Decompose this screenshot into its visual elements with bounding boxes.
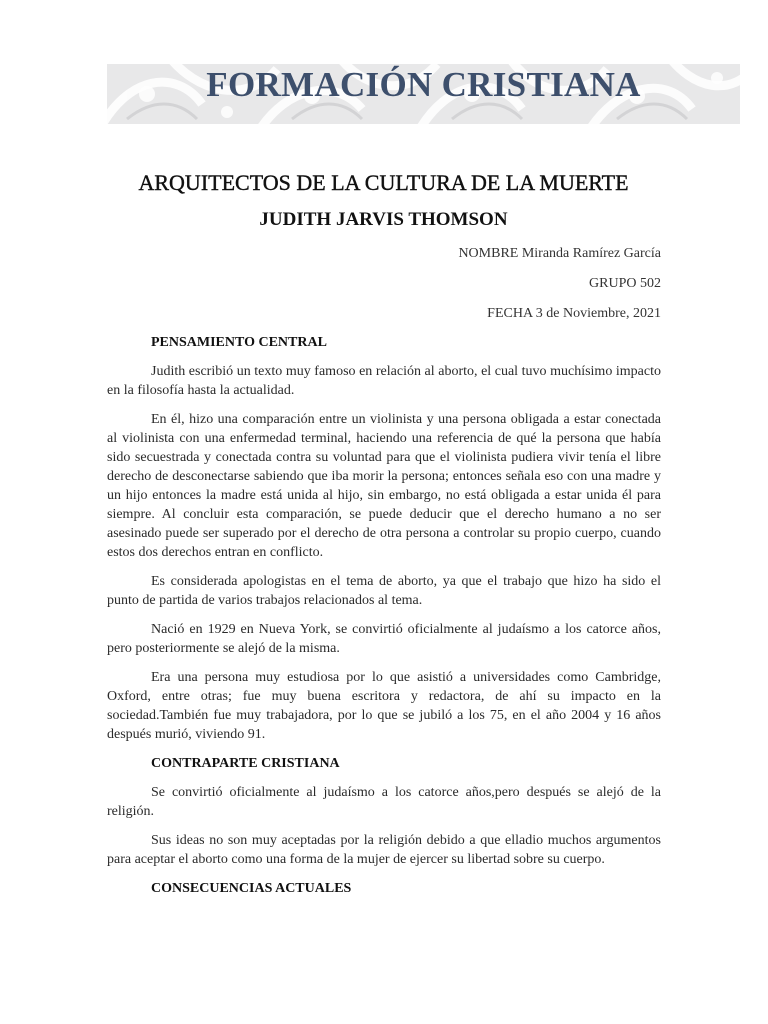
- banner-title: FORMACIÓN CRISTIANA: [206, 65, 641, 104]
- student-name: NOMBRE Miranda Ramírez García: [458, 246, 661, 261]
- section-heading: PENSAMIENTO CENTRAL: [151, 335, 327, 350]
- section-pensamiento-central: [107, 333, 661, 744]
- paragraph: Es considerada apologistas en el tema de aborto, ya que el trabajo que hizo ha sido el punto de partida de varios trabajos relacionados al tema.: [107, 574, 661, 608]
- paragraph: Judith escribió un texto muy famoso en relación al aborto, el cual tuvo muchísimo impacto en la filosofía hasta la actualidad.: [107, 364, 661, 398]
- header-banner: [107, 64, 740, 124]
- document-title: ARQUITECTOS DE LA CULTURA DE LA MUERTE: [138, 170, 629, 195]
- paragraph: Nació en 1929 en Nueva York, se convirtió oficialmente al judaísmo a los catorce años, pero posteriormente se alejó de la misma.: [107, 622, 661, 656]
- document-body: [107, 330, 661, 908]
- student-group: GRUPO 502: [589, 276, 661, 291]
- document-date: FECHA 3 de Noviembre, 2021: [487, 306, 661, 321]
- section-consecuencias-actuales: [107, 879, 661, 898]
- section-heading: CONSECUENCIAS ACTUALES: [151, 881, 352, 896]
- paragraph: Se convirtió oficialmente al judaísmo a los catorce años,pero después se alejó de la religión.: [107, 785, 661, 819]
- document-subtitle: JUDITH JARVIS THOMSON: [259, 209, 508, 230]
- paragraph: En él, hizo una comparación entre un violinista y una persona obligada a estar conectada al violinista con una enfermedad terminal, haciendo una referencia de qué la persona que había sido secuestrada y conectada contra su voluntad para que el violinista pudiera vivir tenía el libre derecho de desconectarse sabiendo que iba morir la persona; entonces señala eso con una madre y un hijo entonces la madre está unida al hijo, sin embargo, no está obligada a estar unida él para siempre. Al concluir esta comparación, se puede deducir que el derecho humano a no ser asesinado puede ser superado por el derecho de otra persona a controlar su propio cuerpo, cuando estos dos derechos entran en conflicto.: [107, 412, 661, 560]
- paragraph: Sus ideas no son muy aceptadas por la religión debido a que elladio muchos argumentos para aceptar el aborto como una forma de la mujer de ejercer su libertad sobre su cuerpo.: [107, 833, 661, 867]
- section-contraparte-cristiana: [107, 754, 661, 869]
- section-heading: CONTRAPARTE CRISTIANA: [151, 756, 340, 771]
- paragraph: Era una persona muy estudiosa por lo que asistió a universidades como Cambridge, Oxford, entre otras; fue muy buena escritora y redactora, de ahí su impacto en la sociedad.También fue muy trabajadora, por lo que se jubiló a los 75, en el año 2004 y 16 años después murió, viviendo 91.: [107, 670, 661, 742]
